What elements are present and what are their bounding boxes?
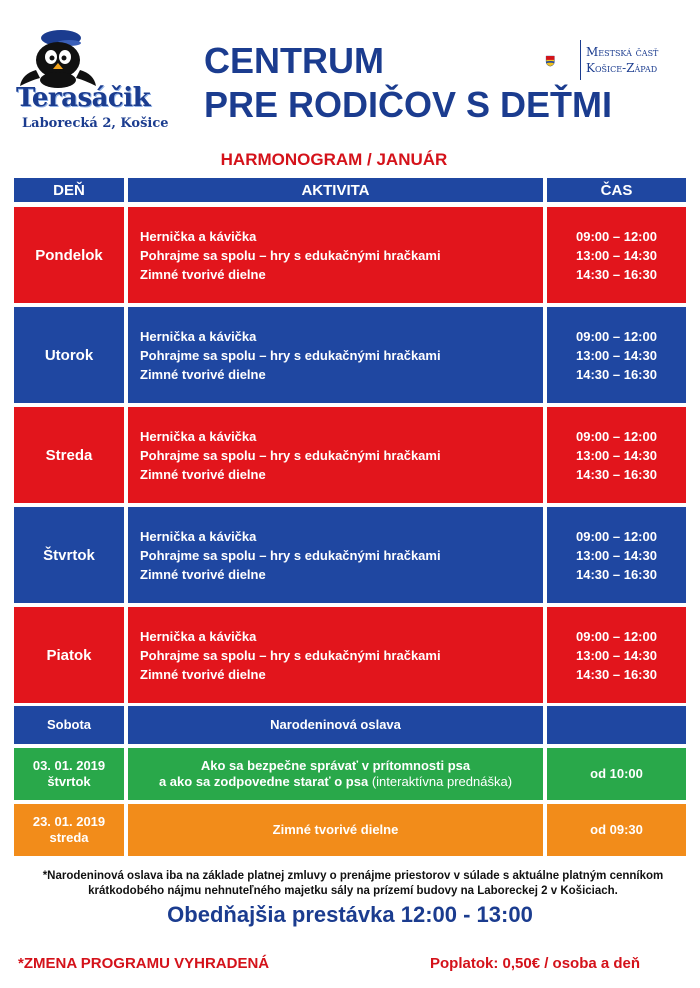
activity-line: Hernička a kávička xyxy=(140,528,257,544)
city-name-line1: Mestská časť xyxy=(586,45,659,59)
weekday-times xyxy=(547,507,686,603)
weekday-day: Štvrtok xyxy=(14,507,124,603)
header-time: ČAS xyxy=(547,178,686,202)
lunch-break: Obedňajšia prestávka 12:00 - 13:00 xyxy=(167,902,533,927)
weekday-activities xyxy=(128,307,543,403)
activity-line: Pohrajme sa spolu – hry s edukačnými hračkami xyxy=(140,247,441,263)
special1-activity xyxy=(128,748,543,800)
city-divider xyxy=(580,40,581,80)
activity-line: Zimné tvorivé dielne xyxy=(140,266,266,282)
fee-info: Poplatok: 0,50€ / osoba a deň xyxy=(430,955,641,972)
special2-date-cell xyxy=(14,804,124,856)
logo-name: Terasáčik xyxy=(16,83,151,113)
activity-line: Hernička a kávička xyxy=(140,628,257,644)
activity-line: Zimné tvorivé dielne xyxy=(140,366,266,382)
time-line: 13:00 – 14:30 xyxy=(576,447,657,463)
weekday-times xyxy=(547,307,686,403)
time-line: 14:30 – 16:30 xyxy=(576,466,657,482)
time-line: 09:00 – 12:00 xyxy=(576,428,657,444)
rental-note: *Narodeninová oslava iba na základe platnej zmluvy o prenájme priestorov v súlade s aktuálne platným cenníkom krátkodobého nájmu nehnuteľného majetku sály na prízemí budovy na Laboreckej 2 v Košiciach. xyxy=(42,870,664,897)
weekday-activities xyxy=(128,607,543,703)
activity-line: Pohrajme sa spolu – hry s edukačnými hračkami xyxy=(140,547,441,563)
time-line: 14:30 – 16:30 xyxy=(576,666,657,682)
city-emblem-icon xyxy=(545,41,585,81)
special1-date: 03. 01. 2019 xyxy=(32,758,106,773)
header-activity: AKTIVITA xyxy=(128,178,543,202)
weekday-day: Streda xyxy=(14,407,124,503)
special1-line2: a ako sa zodpovedne starať o psa xyxy=(158,774,369,789)
time-line: 09:00 – 12:00 xyxy=(576,528,657,544)
time-line: 13:00 – 14:30 xyxy=(576,547,657,563)
time-line: 14:30 – 16:30 xyxy=(576,366,657,382)
activity-line: Pohrajme sa spolu – hry s edukačnými hračkami xyxy=(140,647,441,663)
special2-time: od 09:30 xyxy=(547,804,686,856)
weekday-day: Utorok xyxy=(14,307,124,403)
saturday-time xyxy=(547,706,686,744)
city-name xyxy=(586,44,658,76)
special1-line2-note: (interaktívna prednáška) xyxy=(371,774,513,789)
saturday-day: Sobota xyxy=(14,706,124,744)
activity-line: Zimné tvorivé dielne xyxy=(140,566,266,582)
time-line: 09:00 – 12:00 xyxy=(576,228,657,244)
activity-line: Pohrajme sa spolu – hry s edukačnými hračkami xyxy=(140,447,441,463)
page-title-line2: PRE RODIČOV S DEŤMI xyxy=(204,84,613,125)
time-line: 09:00 – 12:00 xyxy=(576,328,657,344)
activity-line: Zimné tvorivé dielne xyxy=(140,466,266,482)
header-day: DEŇ xyxy=(14,178,124,202)
saturday-activity: Narodeninová oslava xyxy=(128,706,543,744)
special1-time: od 10:00 xyxy=(547,748,686,800)
special1-date-cell xyxy=(14,748,124,800)
weekday-activities xyxy=(128,507,543,603)
activity-line: Zimné tvorivé dielne xyxy=(140,666,266,682)
time-line: 13:00 – 14:30 xyxy=(576,347,657,363)
logo-address: Laborecká 2, Košice xyxy=(22,116,169,131)
city-name-line2: Košice-Západ xyxy=(586,61,658,75)
weekday-times xyxy=(547,607,686,703)
activity-line: Pohrajme sa spolu – hry s edukačnými hračkami xyxy=(140,347,441,363)
time-line: 14:30 – 16:30 xyxy=(576,566,657,582)
time-line: 13:00 – 14:30 xyxy=(576,647,657,663)
special2-date: 23. 01. 2019 xyxy=(32,814,106,829)
special1-weekday: štvrtok xyxy=(47,774,91,789)
special1-line1: Ako sa bezpečne správať v prítomnosti psa xyxy=(200,758,471,773)
time-line: 13:00 – 14:30 xyxy=(576,247,657,263)
activity-line: Hernička a kávička xyxy=(140,328,257,344)
weekday-activities xyxy=(128,207,543,303)
time-line: 14:30 – 16:30 xyxy=(576,266,657,282)
weekday-times xyxy=(547,207,686,303)
special2-weekday: streda xyxy=(49,830,89,845)
special1-line2-wrap xyxy=(159,774,512,790)
activity-line: Hernička a kávička xyxy=(140,428,257,444)
activity-line: Hernička a kávička xyxy=(140,228,257,244)
weekday-day: Pondelok xyxy=(14,207,124,303)
time-line: 09:00 – 12:00 xyxy=(576,628,657,644)
schedule-subtitle: HARMONOGRAM / JANUÁR xyxy=(220,150,448,169)
weekday-times xyxy=(547,407,686,503)
program-change-note: *ZMENA PROGRAMU VYHRADENÁ xyxy=(18,955,270,972)
weekday-day: Piatok xyxy=(14,607,124,703)
page-title-line1: CENTRUM xyxy=(204,40,384,81)
weekday-activities xyxy=(128,407,543,503)
special2-activity: Zimné tvorivé dielne xyxy=(128,804,543,856)
